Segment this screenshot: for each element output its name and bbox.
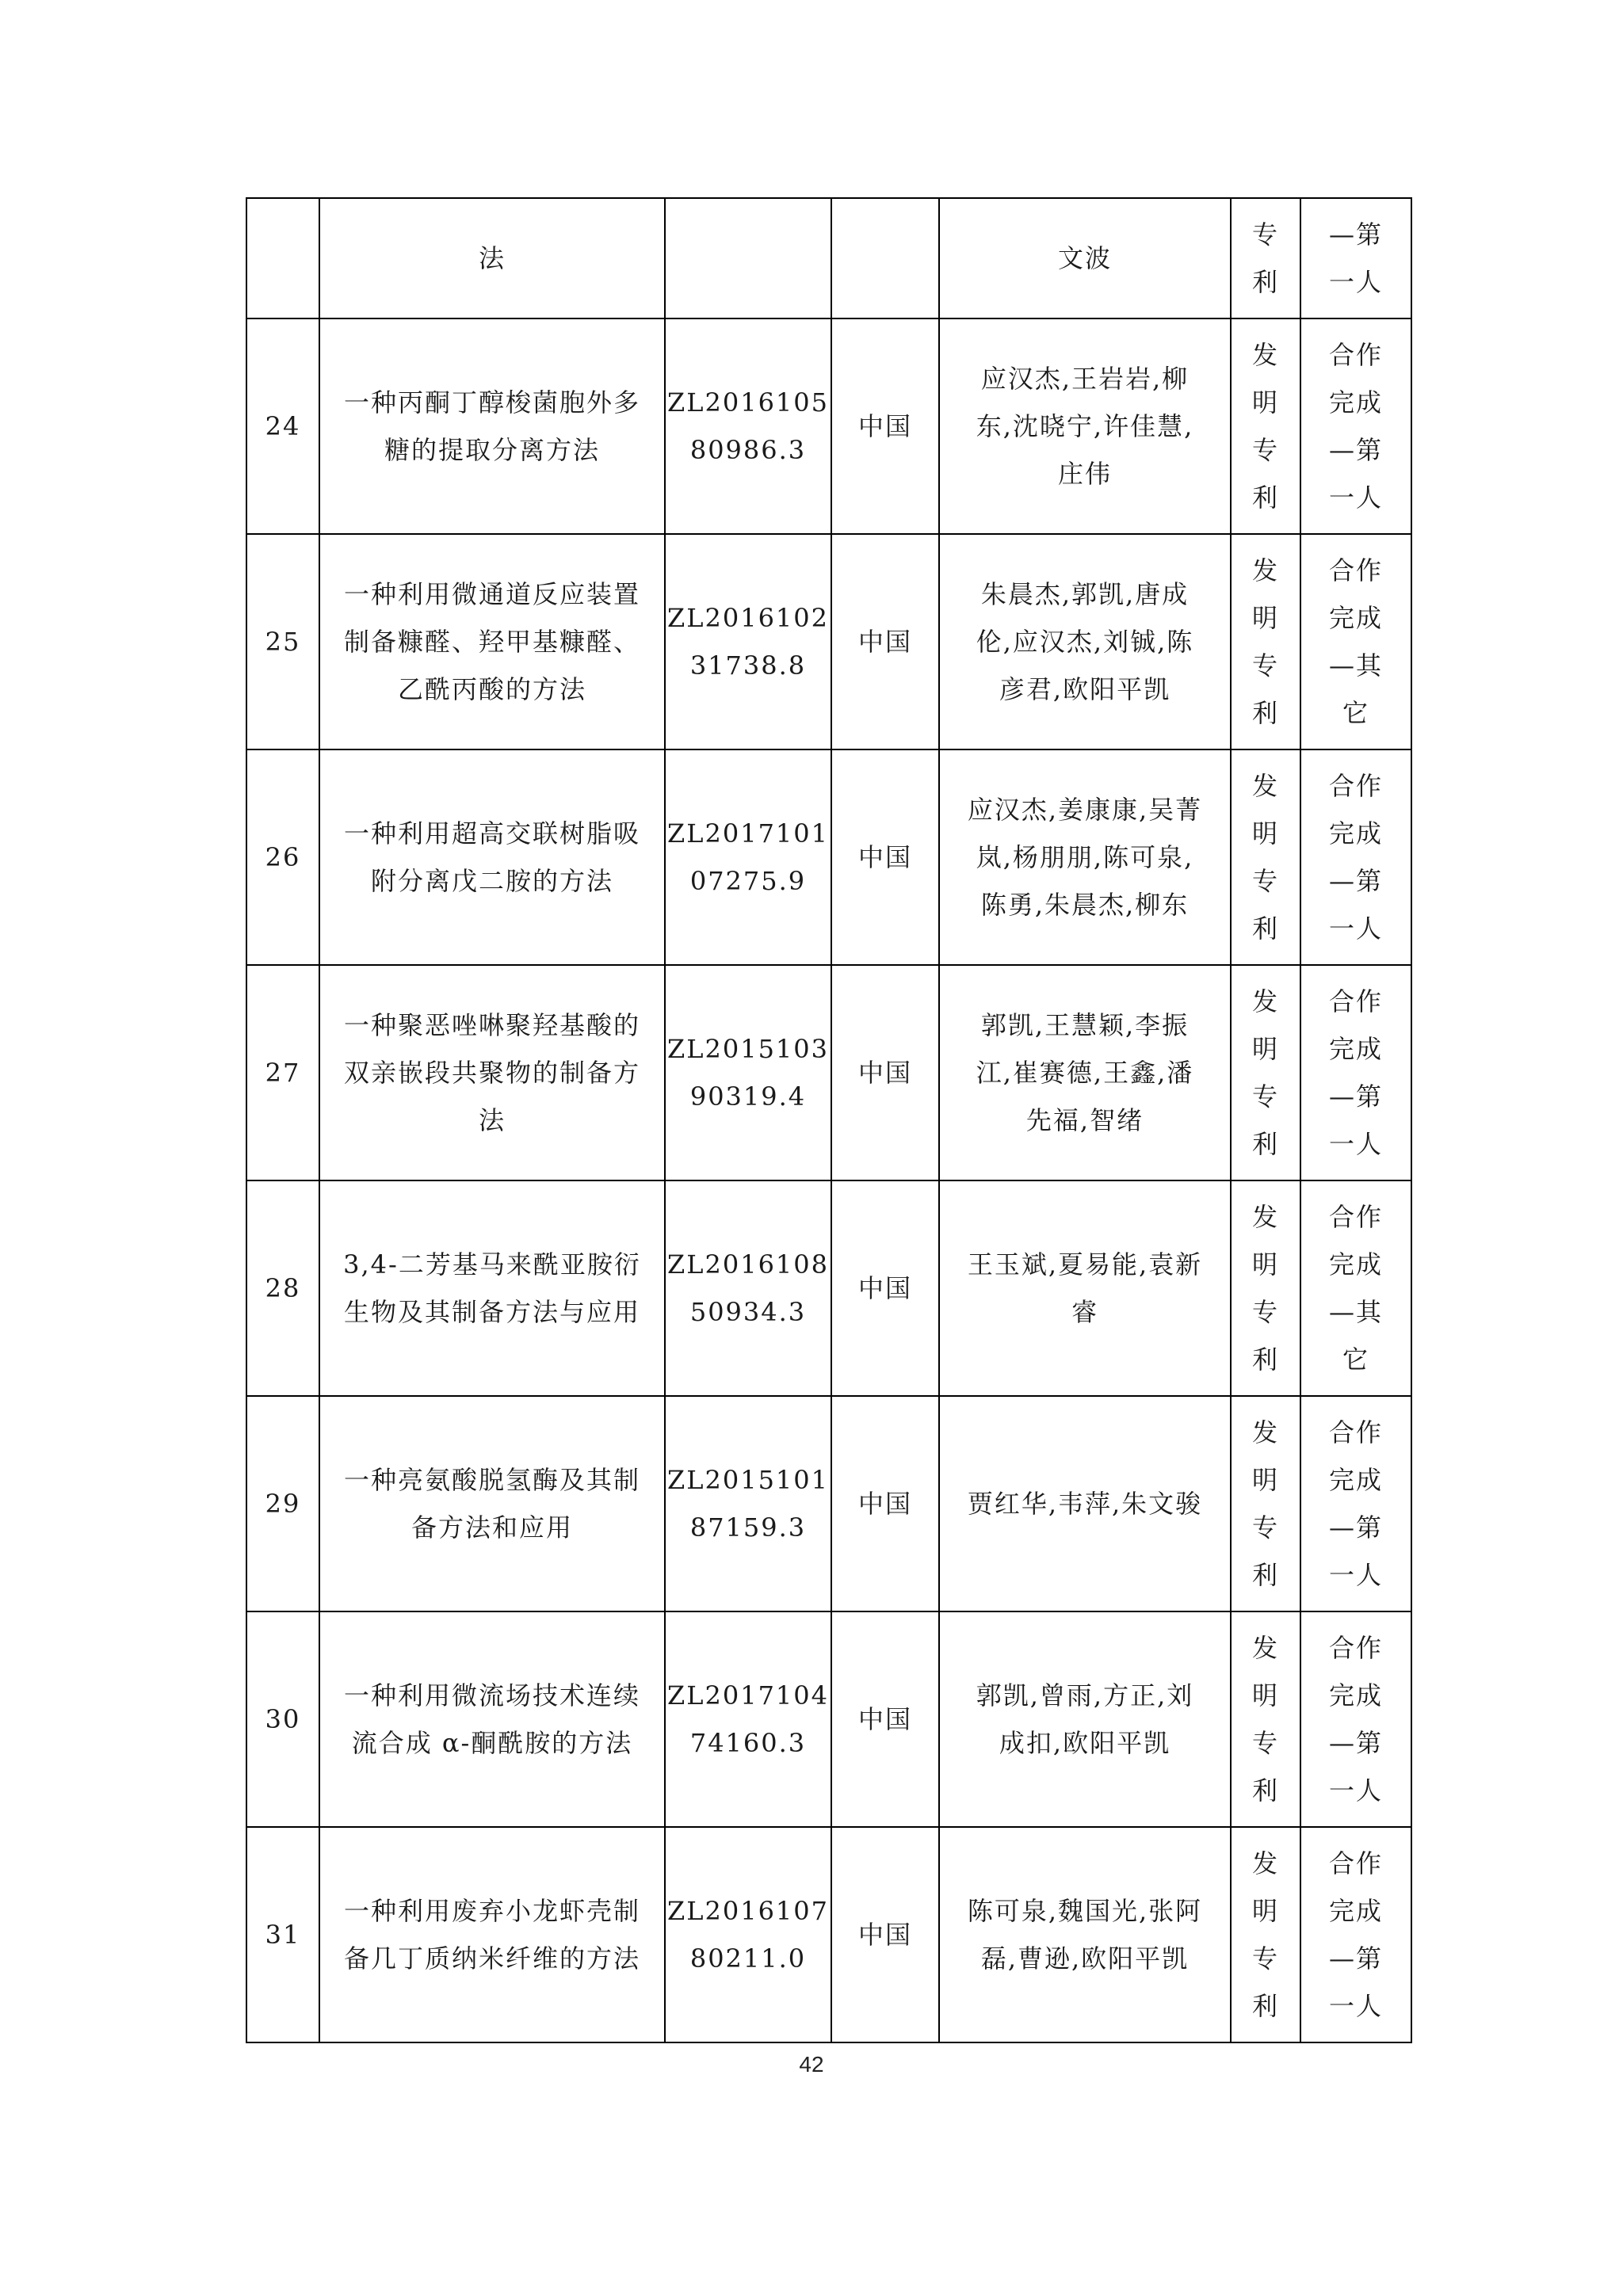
role-line: 它 xyxy=(1342,698,1369,728)
type-line: 明 xyxy=(1251,1465,1279,1495)
cell-type xyxy=(1231,1180,1300,1396)
cell-country: 中国 xyxy=(831,1396,939,1611)
number-stack xyxy=(667,1456,829,1551)
cell-type xyxy=(1231,1396,1300,1611)
cell-name xyxy=(319,1827,665,2042)
table-row xyxy=(246,1396,1411,1611)
name-stack xyxy=(344,1456,640,1551)
number-line: ZL2015103 xyxy=(667,1034,829,1064)
inventor-stack xyxy=(976,570,1194,713)
role-stack xyxy=(1329,331,1383,521)
cell-type xyxy=(1231,1611,1300,1827)
type-line: 明 xyxy=(1251,603,1279,633)
number-stack xyxy=(667,1887,829,1982)
cell-no: 29 xyxy=(246,1396,319,1611)
role-stack xyxy=(1329,762,1383,952)
role-line: —其 xyxy=(1328,1297,1383,1327)
cell-number xyxy=(665,965,831,1180)
name-line: 一种利用废弃小龙虾壳制 xyxy=(343,1896,640,1926)
role-line: 合作 xyxy=(1328,771,1383,801)
name-line: 一种利用超高交联树脂吸 xyxy=(343,818,640,849)
name-line: 一种利用微通道反应装置 xyxy=(343,579,640,609)
name-line: 一种丙酮丁醇梭菌胞外多 xyxy=(343,387,640,418)
number-line: 07275.9 xyxy=(689,866,807,896)
role-line: 一人 xyxy=(1328,1991,1383,2021)
name-line: 双亲嵌段共聚物的制备方 xyxy=(343,1058,640,1088)
cell-country: 中国 xyxy=(831,318,939,534)
number-stack xyxy=(667,1672,829,1767)
role-stack xyxy=(1329,1624,1383,1814)
number-line: ZL2016105 xyxy=(667,387,829,418)
type-line: 明 xyxy=(1251,1680,1279,1711)
role-line: —其 xyxy=(1328,650,1383,681)
type-stack xyxy=(1252,978,1279,1168)
cell-country xyxy=(831,198,939,318)
cell-role xyxy=(1300,1827,1411,2042)
number-line: 50934.3 xyxy=(689,1297,807,1327)
type-line: 明 xyxy=(1251,387,1279,418)
table-row xyxy=(246,965,1411,1180)
cell-country: 中国 xyxy=(831,534,939,749)
number-line: ZL2017101 xyxy=(667,818,829,849)
type-stack xyxy=(1252,547,1279,737)
inventor-stack xyxy=(968,1241,1202,1336)
role-line: —第 xyxy=(1328,1512,1383,1543)
inventor-line: 江,崔赛德,王鑫,潘 xyxy=(976,1058,1194,1088)
number-line: 74160.3 xyxy=(689,1728,807,1758)
table-row xyxy=(246,318,1411,534)
role-line: 合作 xyxy=(1328,1633,1383,1663)
table-row xyxy=(246,1827,1411,2042)
type-stack xyxy=(1252,1624,1279,1814)
role-line: 它 xyxy=(1342,1344,1369,1375)
role-stack xyxy=(1329,547,1383,737)
type-line: 利 xyxy=(1251,1775,1279,1806)
inventor-line: 应汉杰,姜康康,吴菁 xyxy=(967,795,1203,825)
name-line: 乙酰丙酸的方法 xyxy=(397,674,586,704)
name-line: 一种亮氨酸脱氢酶及其制 xyxy=(343,1465,640,1495)
role-line: 一人 xyxy=(1328,1129,1383,1159)
name-line: 制备糠醛、羟甲基糠醛、 xyxy=(343,627,640,657)
cell-name xyxy=(319,1611,665,1827)
inventor-line: 先福,智绪 xyxy=(1025,1105,1144,1135)
cell-role xyxy=(1300,1180,1411,1396)
type-line: 利 xyxy=(1251,1991,1279,2021)
name-stack xyxy=(343,1241,641,1336)
type-line: 利 xyxy=(1251,1344,1279,1375)
type-line: 明 xyxy=(1251,1896,1279,1926)
role-line: —第 xyxy=(1328,1728,1383,1758)
name-line: 一种聚恶唑啉聚羟基酸的 xyxy=(343,1010,640,1040)
type-stack xyxy=(1252,1193,1279,1383)
type-line: 发 xyxy=(1251,1633,1279,1663)
inventor-line: 朱晨杰,郭凯,唐成 xyxy=(980,579,1190,609)
number-line: ZL2016108 xyxy=(667,1249,829,1280)
type-line: 专 xyxy=(1251,1512,1279,1543)
cell-role xyxy=(1300,534,1411,749)
inventor-stack xyxy=(968,1480,1202,1527)
type-line: 利 xyxy=(1251,698,1279,728)
type-line: 专 xyxy=(1251,1728,1279,1758)
inventor-line: 陈勇,朱晨杰,柳东 xyxy=(980,890,1190,920)
inventor-stack xyxy=(968,786,1202,929)
inventor-line: 郭凯,王慧颖,李振 xyxy=(980,1010,1190,1040)
cell-inventors xyxy=(939,965,1231,1180)
number-line: ZL2015101 xyxy=(667,1465,829,1495)
type-line: 专 xyxy=(1251,1297,1279,1327)
cell-role xyxy=(1300,1611,1411,1827)
name-line: 备几丁质纳米纤维的方法 xyxy=(343,1943,640,1974)
name-line: 法 xyxy=(478,1105,506,1135)
cell-name xyxy=(319,1180,665,1396)
table-row xyxy=(246,534,1411,749)
type-line: 专 xyxy=(1251,1943,1279,1974)
number-stack xyxy=(667,594,829,689)
type-line: 专 xyxy=(1251,435,1279,465)
type-line: 利 xyxy=(1251,267,1279,297)
role-line: 一人 xyxy=(1328,1560,1383,1590)
cell-type xyxy=(1231,1827,1300,2042)
inventor-stack xyxy=(976,1001,1194,1144)
number-line: 80211.0 xyxy=(689,1943,807,1974)
type-stack xyxy=(1252,211,1279,306)
role-line: 完成 xyxy=(1328,387,1383,418)
name-line: 备方法和应用 xyxy=(411,1512,573,1543)
number-stack xyxy=(667,379,829,474)
role-stack xyxy=(1329,1409,1383,1599)
cell-inventors: 文波 xyxy=(939,198,1231,318)
cell-type xyxy=(1231,965,1300,1180)
role-stack xyxy=(1329,1840,1383,2030)
cell-country: 中国 xyxy=(831,1180,939,1396)
role-line: 完成 xyxy=(1328,1249,1383,1280)
role-stack xyxy=(1329,1193,1383,1383)
number-line: 31738.8 xyxy=(689,650,807,681)
role-line: 合作 xyxy=(1328,1202,1383,1232)
cell-role xyxy=(1300,318,1411,534)
cell-number xyxy=(665,198,831,318)
name-stack xyxy=(344,1001,640,1144)
cell-inventors xyxy=(939,749,1231,965)
cell-name xyxy=(319,1396,665,1611)
inventor-line: 伦,应汉杰,刘铖,陈 xyxy=(976,627,1194,657)
cell-name xyxy=(319,318,665,534)
cell-inventors xyxy=(939,1611,1231,1827)
type-stack xyxy=(1252,1840,1279,2030)
type-line: 发 xyxy=(1251,1417,1279,1447)
cell-number xyxy=(665,318,831,534)
role-line: —第 xyxy=(1328,866,1383,896)
name-stack xyxy=(344,1672,640,1767)
cell-number xyxy=(665,1611,831,1827)
role-line: 合作 xyxy=(1328,986,1383,1016)
role-line: —第 xyxy=(1328,1943,1383,1974)
cell-country: 中国 xyxy=(831,1827,939,2042)
cell-role xyxy=(1300,749,1411,965)
role-line: 合作 xyxy=(1328,340,1383,370)
role-line: 完成 xyxy=(1328,818,1383,849)
type-line: 专 xyxy=(1251,650,1279,681)
type-line: 发 xyxy=(1251,555,1279,585)
type-line: 专 xyxy=(1251,866,1279,896)
cell-inventors xyxy=(939,534,1231,749)
type-line: 明 xyxy=(1251,1034,1279,1064)
number-stack xyxy=(667,810,829,905)
cell-no: 25 xyxy=(246,534,319,749)
cell-inventors xyxy=(939,318,1231,534)
table-row xyxy=(246,1611,1411,1827)
inventor-line: 郭凯,曾雨,方正,刘 xyxy=(976,1680,1194,1711)
role-line: 一人 xyxy=(1328,1775,1383,1806)
type-line: 利 xyxy=(1251,1129,1279,1159)
cell-inventors xyxy=(939,1396,1231,1611)
cell-no xyxy=(246,198,319,318)
number-line: ZL2016107 xyxy=(667,1896,829,1926)
cell-country: 中国 xyxy=(831,965,939,1180)
name-line: 流合成 α-酮酰胺的方法 xyxy=(351,1728,633,1758)
role-line: 完成 xyxy=(1328,1680,1383,1711)
number-stack xyxy=(667,1241,829,1336)
name-line: 生物及其制备方法与应用 xyxy=(343,1297,640,1327)
type-stack xyxy=(1252,331,1279,521)
type-line: 专 xyxy=(1251,1081,1279,1112)
patent-table xyxy=(246,197,1412,2043)
cell-country: 中国 xyxy=(831,749,939,965)
name-line: 糖的提取分离方法 xyxy=(384,435,600,465)
cell-number xyxy=(665,1396,831,1611)
role-stack xyxy=(1329,211,1383,306)
role-line: 合作 xyxy=(1328,1848,1383,1878)
role-line: —第 xyxy=(1328,219,1383,250)
inventor-line: 岚,杨朋朋,陈可泉, xyxy=(976,842,1194,872)
type-line: 明 xyxy=(1251,818,1279,849)
type-line: 专 xyxy=(1251,219,1279,250)
type-line: 利 xyxy=(1251,482,1279,513)
type-line: 利 xyxy=(1251,913,1279,944)
role-stack xyxy=(1329,978,1383,1168)
inventor-line: 睿 xyxy=(1071,1297,1098,1327)
cell-number xyxy=(665,749,831,965)
number-line: ZL2016102 xyxy=(667,603,829,633)
cell-number xyxy=(665,1827,831,2042)
patent-table-body xyxy=(246,198,1411,2042)
table-row xyxy=(246,1180,1411,1396)
cell-no: 24 xyxy=(246,318,319,534)
role-line: 完成 xyxy=(1328,1465,1383,1495)
inventor-stack xyxy=(976,1672,1194,1767)
type-line: 发 xyxy=(1251,1848,1279,1878)
type-stack xyxy=(1252,762,1279,952)
name-stack xyxy=(344,1887,640,1982)
inventor-line: 陈可泉,魏国光,张阿 xyxy=(967,1896,1203,1926)
cell-country: 中国 xyxy=(831,1611,939,1827)
inventor-line: 磊,曹逊,欧阳平凯 xyxy=(980,1943,1190,1974)
inventor-line: 庄伟 xyxy=(1057,459,1112,489)
number-line: 87159.3 xyxy=(689,1512,807,1543)
cell-type xyxy=(1231,749,1300,965)
number-line: ZL2017104 xyxy=(667,1680,829,1711)
cell-inventors xyxy=(939,1180,1231,1396)
inventor-stack xyxy=(976,355,1194,498)
role-line: 合作 xyxy=(1328,1417,1383,1447)
cell-type xyxy=(1231,198,1300,318)
cell-role xyxy=(1300,965,1411,1180)
number-line: 80986.3 xyxy=(689,435,807,465)
inventor-line: 应汉杰,王岩岩,柳 xyxy=(980,364,1190,394)
cell-role xyxy=(1300,1396,1411,1611)
number-line: 90319.4 xyxy=(689,1081,807,1112)
role-line: 一人 xyxy=(1328,913,1383,944)
cell-name xyxy=(319,749,665,965)
cell-role xyxy=(1300,198,1411,318)
role-line: 完成 xyxy=(1328,1034,1383,1064)
cell-number xyxy=(665,534,831,749)
cell-type xyxy=(1231,318,1300,534)
role-line: 一人 xyxy=(1328,267,1383,297)
cell-name: 法 xyxy=(319,198,665,318)
role-line: 一人 xyxy=(1328,482,1383,513)
role-line: 合作 xyxy=(1328,555,1383,585)
role-line: —第 xyxy=(1328,435,1383,465)
type-line: 发 xyxy=(1251,340,1279,370)
cell-no: 27 xyxy=(246,965,319,1180)
cell-number xyxy=(665,1180,831,1396)
number-stack xyxy=(667,1025,829,1120)
cell-no: 30 xyxy=(246,1611,319,1827)
cell-no: 26 xyxy=(246,749,319,965)
cell-inventors xyxy=(939,1827,1231,2042)
type-stack xyxy=(1252,1409,1279,1599)
name-line: 3,4-二芳基马来酰亚胺衍 xyxy=(343,1249,641,1280)
name-stack xyxy=(344,810,640,905)
role-line: 完成 xyxy=(1328,603,1383,633)
cell-name xyxy=(319,534,665,749)
role-line: 完成 xyxy=(1328,1896,1383,1926)
type-line: 发 xyxy=(1251,986,1279,1016)
type-line: 发 xyxy=(1251,771,1279,801)
name-stack xyxy=(344,379,640,474)
cell-no: 31 xyxy=(246,1827,319,2042)
name-line: 一种利用微流场技术连续 xyxy=(343,1680,640,1711)
name-stack xyxy=(344,570,640,713)
inventor-line: 王玉斌,夏易能,袁新 xyxy=(967,1249,1203,1280)
inventor-line: 贾红华,韦萍,朱文骏 xyxy=(967,1489,1203,1519)
cell-name xyxy=(319,965,665,1180)
table-row-continued xyxy=(246,198,1411,318)
role-line: —第 xyxy=(1328,1081,1383,1112)
type-line: 利 xyxy=(1251,1560,1279,1590)
inventor-stack xyxy=(968,1887,1202,1982)
inventor-line: 东,沈晓宁,许佳慧, xyxy=(976,411,1194,441)
type-line: 发 xyxy=(1251,1202,1279,1232)
table-row xyxy=(246,749,1411,965)
type-line: 明 xyxy=(1251,1249,1279,1280)
inventor-line: 成扣,欧阳平凯 xyxy=(999,1728,1171,1758)
cell-no: 28 xyxy=(246,1180,319,1396)
cell-type xyxy=(1231,534,1300,749)
page-number: 42 xyxy=(799,2052,824,2077)
name-line: 附分离戊二胺的方法 xyxy=(370,866,613,896)
inventor-line: 彦君,欧阳平凯 xyxy=(999,674,1171,704)
